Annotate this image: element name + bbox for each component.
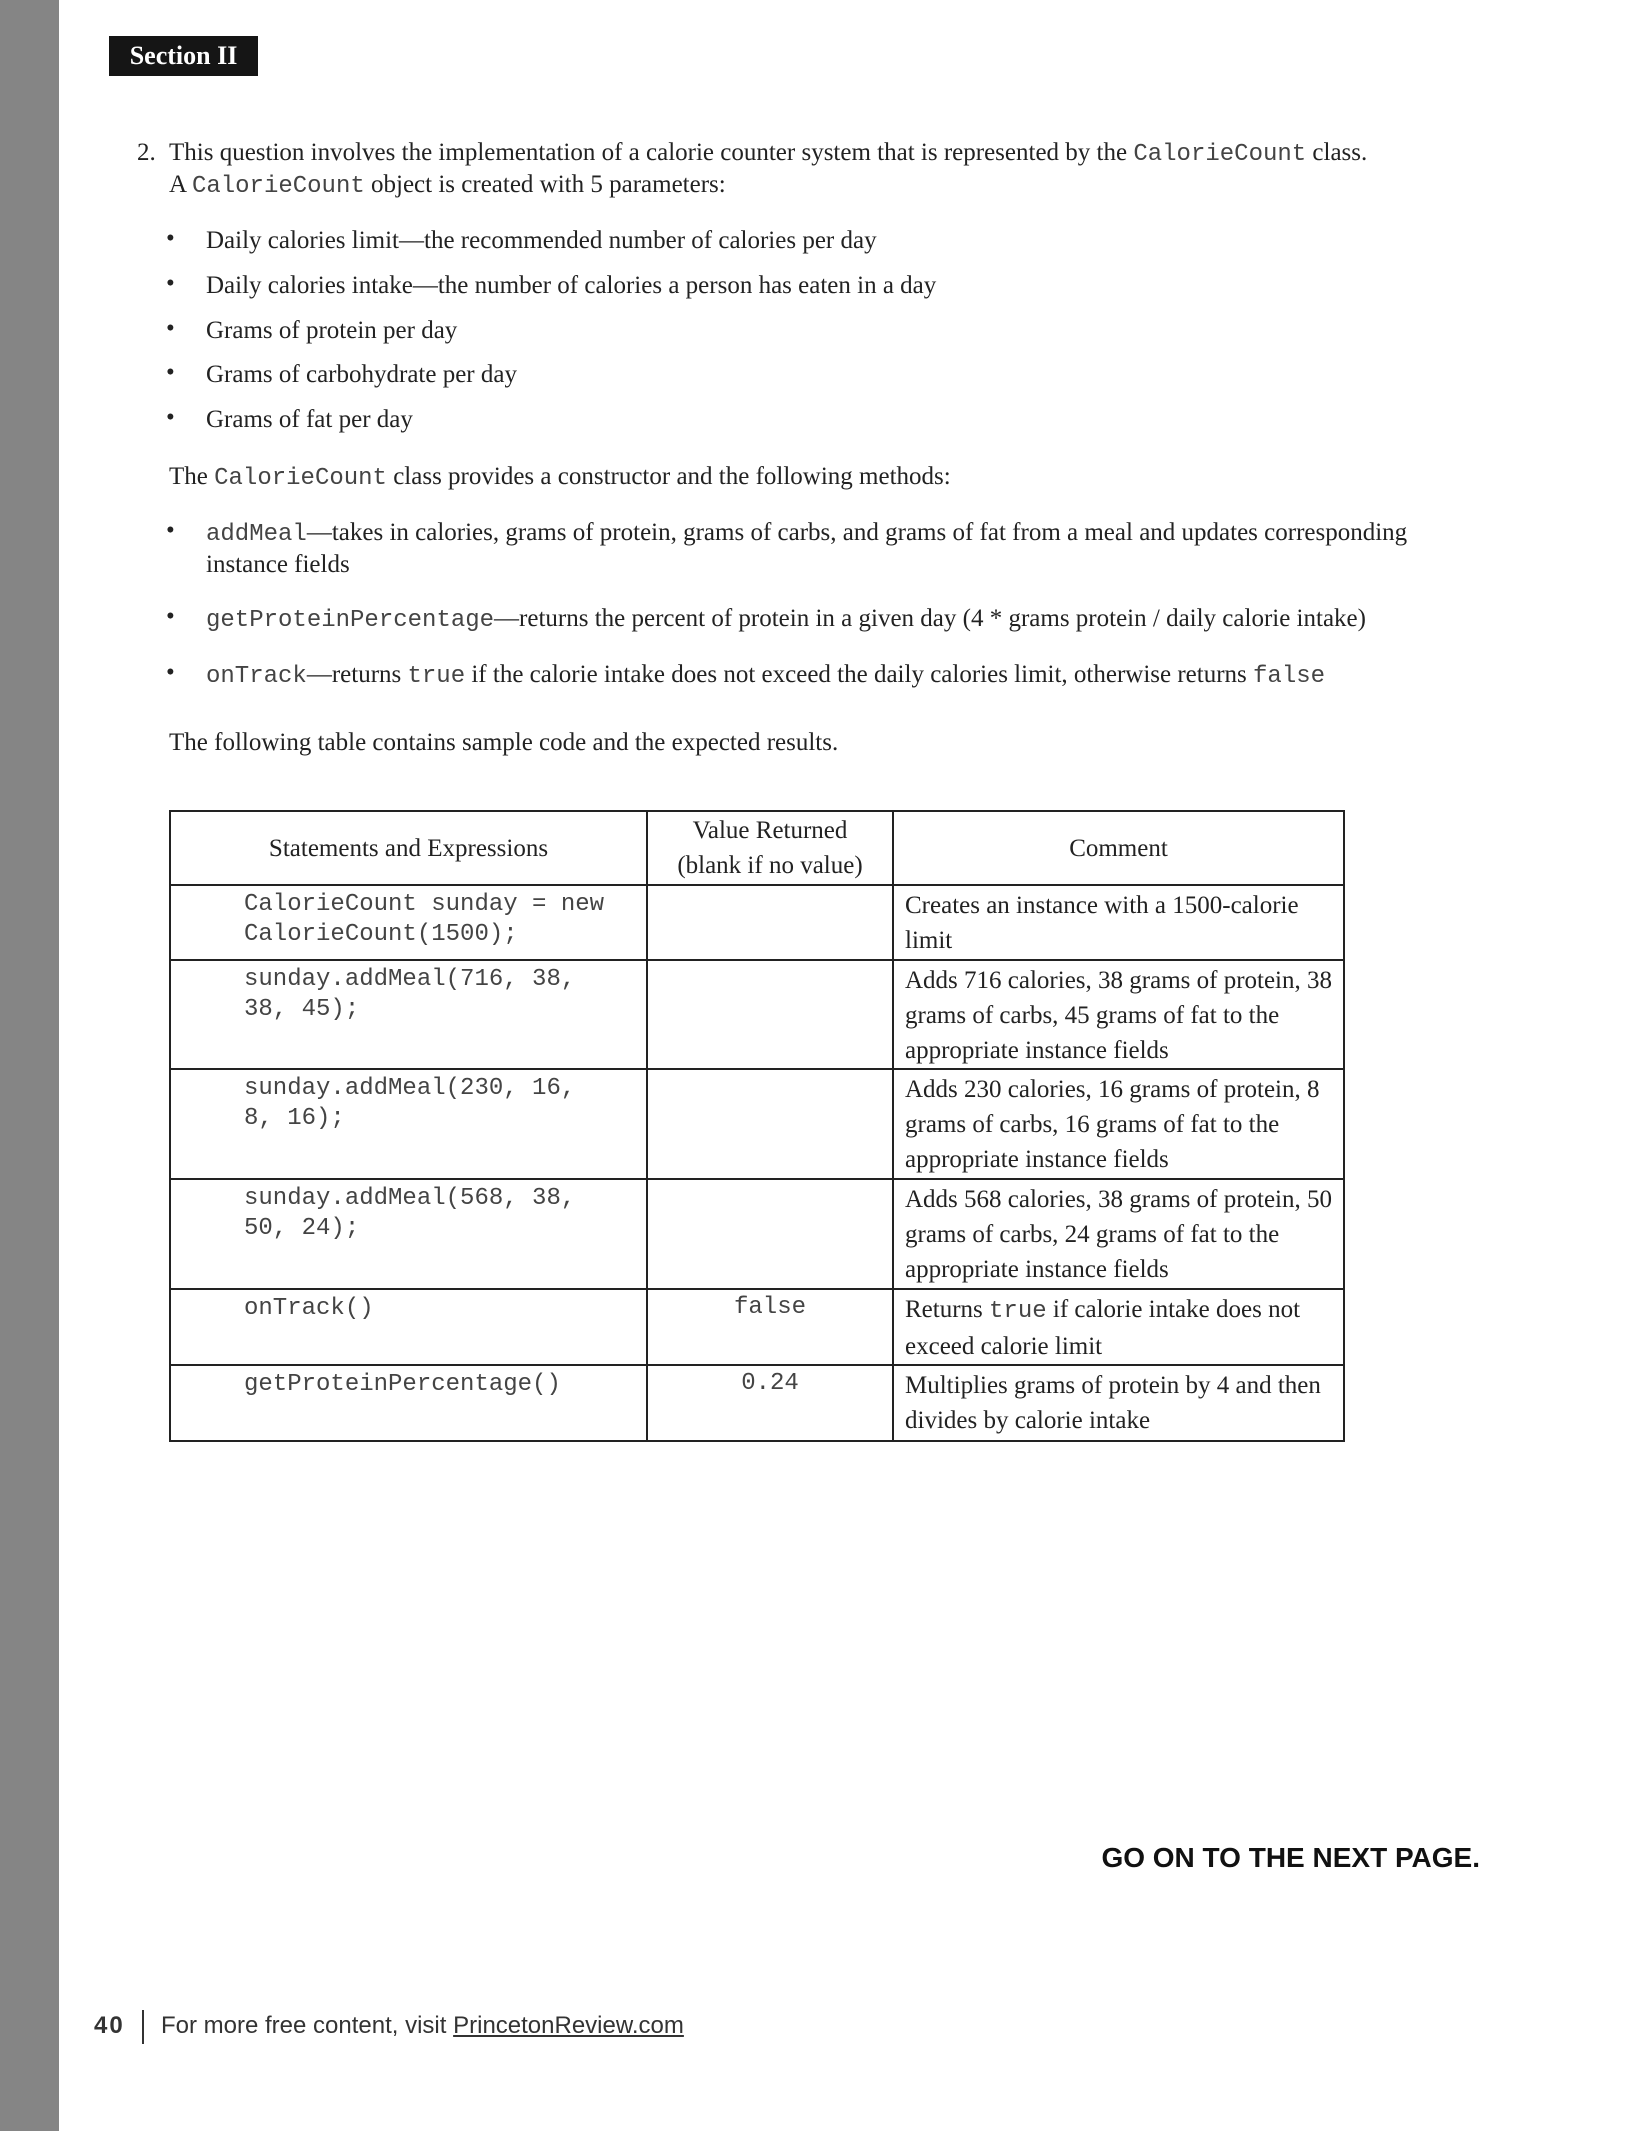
bullet-icon: • — [166, 225, 175, 252]
code-class-name: CalorieCount — [1133, 141, 1307, 168]
code-line: sunday.addMeal(230, 16, — [244, 1075, 576, 1102]
table-row — [170, 960, 1344, 1069]
question-number: 2. — [137, 139, 156, 166]
header-comment: Comment — [893, 811, 1344, 885]
method-desc-cont: instance fields — [206, 551, 350, 578]
text: The — [169, 463, 215, 490]
comment-cell — [893, 1069, 1344, 1179]
code-false: false — [1253, 663, 1326, 690]
parameter-item: Daily calories intake—the number of calories a person has eaten in a day — [206, 272, 937, 299]
comment-text: Creates an instance with a 1500-calorie limit — [905, 892, 1299, 954]
comment-cell — [893, 960, 1344, 1069]
code-class-name: CalorieCount — [214, 465, 387, 492]
code-line: sunday.addMeal(568, 38, — [244, 1185, 576, 1212]
method-name: addMeal — [206, 521, 307, 548]
value-returned-cell — [647, 885, 893, 960]
value-returned-cell: 0.24 — [647, 1365, 893, 1441]
statement-cell — [170, 1069, 647, 1179]
header-line: Value Returned — [692, 817, 848, 844]
bullet-icon: • — [166, 659, 175, 686]
code-true: true — [407, 663, 466, 690]
comment-cell — [893, 885, 1344, 960]
page-number: 40 — [94, 2012, 125, 2039]
method-getproteinpercentage — [206, 603, 1366, 637]
method-name: getProteinPercentage — [206, 607, 495, 634]
code-line: 38, 45); — [244, 996, 360, 1023]
code-line: CalorieCount(1500); — [244, 921, 518, 948]
text: object is created with 5 parameters: — [364, 171, 726, 198]
parameter-item: Grams of protein per day — [206, 317, 458, 344]
bullet-icon: • — [166, 315, 175, 342]
code-line: 50, 24); — [244, 1215, 360, 1242]
methods-intro — [169, 461, 951, 495]
header-line: (blank if no value) — [677, 852, 863, 879]
comment-text: if calorie intake does not exceed calorie limit — [905, 1296, 1301, 1360]
comment-text: Returns — [905, 1296, 990, 1323]
method-addmeal — [206, 517, 1407, 551]
bullet-icon: • — [166, 603, 175, 630]
bullet-icon: • — [166, 517, 175, 544]
code-class-name: CalorieCount — [191, 173, 365, 200]
statement-cell — [170, 885, 647, 960]
table-row — [170, 1069, 1344, 1179]
comment-cell — [893, 1179, 1344, 1289]
parameter-item: Grams of carbohydrate per day — [206, 361, 517, 388]
footer-divider — [142, 2010, 144, 2044]
page-edge-bar — [0, 0, 59, 2131]
code-line: CalorieCount sunday = new — [244, 891, 605, 918]
value-returned-cell: false — [647, 1289, 893, 1365]
code-line: sunday.addMeal(716, 38, — [244, 966, 576, 993]
method-desc: —returns — [306, 661, 408, 688]
statement-cell — [170, 1289, 647, 1365]
sample-code-table — [169, 810, 1345, 1442]
comment-text: Adds 568 calories, 38 grams of protein, 50 grams of carbs, 24 grams of fat to the appropriate instance fields — [905, 1186, 1333, 1283]
method-name: onTrack — [206, 663, 307, 690]
section-label: Section II — [109, 36, 258, 76]
table-row — [170, 1289, 1344, 1365]
table-row — [170, 1179, 1344, 1289]
bullet-icon: • — [166, 359, 175, 386]
table-intro: The following table contains sample code and the expected results. — [169, 729, 839, 756]
value-returned-cell — [647, 1179, 893, 1289]
statement-cell — [170, 1365, 647, 1441]
footer-text — [161, 2012, 684, 2040]
text: This question involves the implementation of a calorie counter system that is represented by the — [169, 139, 1134, 166]
comment-text: Adds 716 calories, 38 grams of protein, 38 grams of carbs, 45 grams of fat to the appropriate instance fields — [905, 967, 1333, 1064]
comment-cell — [893, 1365, 1344, 1441]
bullet-icon: • — [166, 270, 175, 297]
statement-cell — [170, 960, 647, 1069]
footer-label: For more free content, visit — [161, 2012, 454, 2039]
next-page-notice: GO ON TO THE NEXT PAGE. — [1101, 1842, 1480, 1873]
text: class. — [1306, 139, 1368, 166]
bullet-icon: • — [166, 404, 175, 431]
statement-cell — [170, 1179, 647, 1289]
method-desc: —takes in calories, grams of protein, grams of carbs, and grams of fat from a meal and updates corresponding — [306, 519, 1408, 546]
table-row — [170, 1365, 1344, 1441]
comment-text: Multiplies grams of protein by 4 and then divides by calorie intake — [905, 1372, 1321, 1434]
code-line: 8, 16); — [244, 1105, 345, 1132]
header-statements: Statements and Expressions — [170, 811, 647, 885]
text: class provides a constructor and the following methods: — [386, 463, 951, 490]
parameter-item: Grams of fat per day — [206, 406, 413, 433]
comment-code: true — [989, 1298, 1047, 1325]
table-header-row — [170, 811, 1344, 885]
question-intro-line-2 — [169, 169, 726, 203]
table-row — [170, 885, 1344, 960]
princeton-review-link[interactable]: PrincetonReview.com — [453, 2012, 684, 2039]
method-desc: if the calorie intake does not exceed the daily calories limit, otherwise returns — [465, 661, 1254, 688]
method-desc: —returns the percent of protein in a given day (4 * grams protein / daily calorie intake) — [494, 605, 1366, 632]
value-returned-cell — [647, 1069, 893, 1179]
value-returned-cell — [647, 960, 893, 1069]
header-value-returned — [647, 811, 893, 885]
method-ontrack — [206, 659, 1325, 693]
parameter-item: Daily calories limit—the recommended number of calories per day — [206, 227, 877, 254]
comment-text: Adds 230 calories, 16 grams of protein, 8 grams of carbs, 16 grams of fat to the appropriate instance fields — [905, 1076, 1320, 1173]
question-intro-line-1 — [169, 137, 1367, 171]
comment-cell — [893, 1289, 1344, 1365]
code-line: getProteinPercentage() — [244, 1371, 561, 1398]
code-line: onTrack() — [244, 1295, 374, 1322]
text: A — [169, 171, 192, 198]
